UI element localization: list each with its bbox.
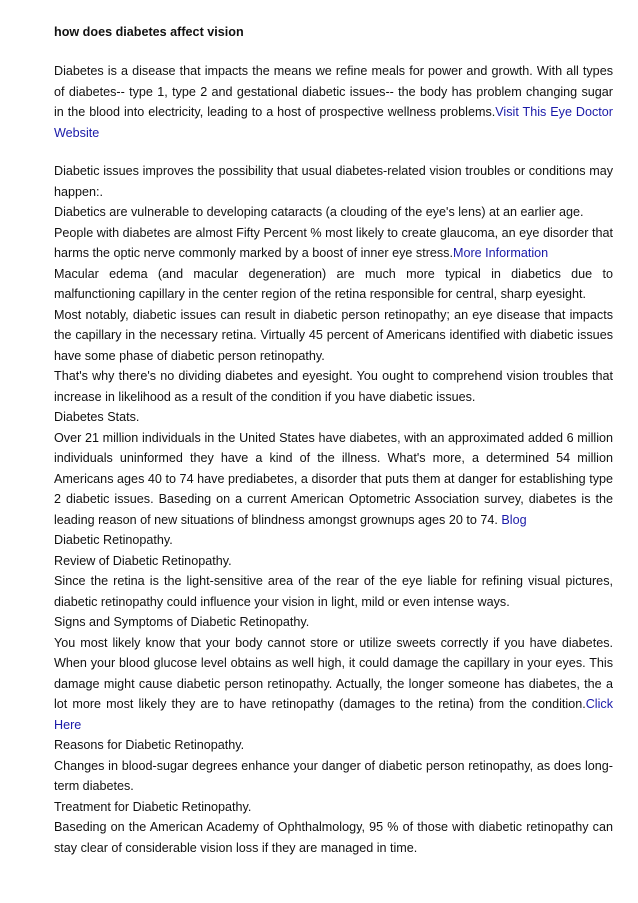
heading-treatment: Treatment for Diabetic Retinopathy. (54, 799, 252, 814)
paragraph-blood-glucose-text: You most likely know that your body cannot store or utilize sweets correctly if you have diabetes. When your blood glucose level obtains as well high, it could damage the capillary in your eyes. This damage might cause diabetic person retinopathy. Actually, the longer someone has diabetes, the a lot more most likely they are to have retinopathy (damages to the retina) from the condition. (54, 635, 613, 711)
paragraph-academy: Baseding on the American Academy of Ophthalmology, 95 % of those with diabetic retinopathy can stay clear of considerable vision loss if they are managed in time. (54, 820, 613, 855)
heading-reasons: Reasons for Diabetic Retinopathy. (54, 738, 245, 752)
paragraph-glaucoma (54, 223, 613, 264)
paragraph-stats-text: Over 21 million individuals in the United States have diabetes, with an approximated added 6 million individuals uninformed they have a kind of the illness. What's more, a determined 54 million Americans ages 40 to 74 have prediabetes, a disorder that puts them at danger for establishing type 2 diabetic issues. Baseding on a current American Optometric Association survey, diabetes is the leading reason of new situations of blindness amongst grownups ages 20 to 74. (54, 430, 613, 527)
page-title: how does diabetes affect vision (54, 25, 244, 39)
paragraph-gap (54, 143, 613, 161)
paragraph-blood-glucose (54, 633, 613, 736)
blog-link[interactable]: Blog (501, 512, 527, 527)
paragraph-retina: Since the retina is the light-sensitive area of the rear of the eye liable for refining visual pictures, diabetic retinopathy could influence your vision in light, mild or even intense ways. (54, 574, 613, 609)
heading-review: Review of Diabetic Retinopathy. (54, 553, 232, 568)
paragraph-stats (54, 428, 613, 531)
paragraph-intro (54, 61, 613, 143)
paragraph-intro-text: Diabetes is a disease that impacts the means we refine meals for power and growth. With all types of diabetes-- type 1, type 2 and gestational diabetic issues-- the body has problem changing sugar in the blood into electricity, leading to a host of prospective wellness problems. (54, 64, 613, 119)
paragraph-macular-edema: Macular edema (and macular degeneration) are much more typical in diabetics due to malfunctioning capillary in the center region of the retina responsible for central, sharp eyesight. (54, 266, 613, 301)
paragraph-conditions: Diabetic issues improves the possibility that usual diabetes-related vision troubles or conditions may happen:. (54, 164, 613, 199)
heading-diabetic-retinopathy: Diabetic Retinopathy. (54, 533, 173, 547)
paragraph-cataracts: Diabetics are vulnerable to developing cataracts (a clouding of the eye's lens) at an earlier age. (54, 205, 584, 219)
more-information-link[interactable]: More Information (452, 246, 549, 260)
paragraph-glaucoma-text: People with diabetes are almost Fifty Percent % most likely to create glaucoma, an eye disorder that harms the optic nerve commonly marked by a boost of inner eye stress. (54, 225, 613, 260)
heading-signs-symptoms: Signs and Symptoms of Diabetic Retinopathy. (54, 615, 310, 629)
heading-diabetes-stats: Diabetes Stats. (54, 410, 140, 424)
paragraph-retinopathy-intro: Most notably, diabetic issues can result in diabetic person retinopathy; an eye disease that impacts the capillary in the necessary retina. Virtually 45 percent of Americans identified with diabetic issues have some phase of diabetic person retinopathy. (54, 307, 613, 363)
paragraph-eyesight: That's why there's no dividing diabetes and eyesight. You ought to comprehend vision troubles that increase in likelihood as a result of the condition if you have diabetic issues. (54, 369, 613, 404)
click-here-link[interactable]: Click Here (54, 697, 613, 732)
paragraph-blood-sugar: Changes in blood-sugar degrees enhance your danger of diabetic person retinopathy, as does long-term diabetes. (54, 758, 613, 793)
document-body (54, 61, 613, 858)
visit-eye-doctor-link[interactable]: Visit This Eye Doctor Website (54, 105, 614, 140)
